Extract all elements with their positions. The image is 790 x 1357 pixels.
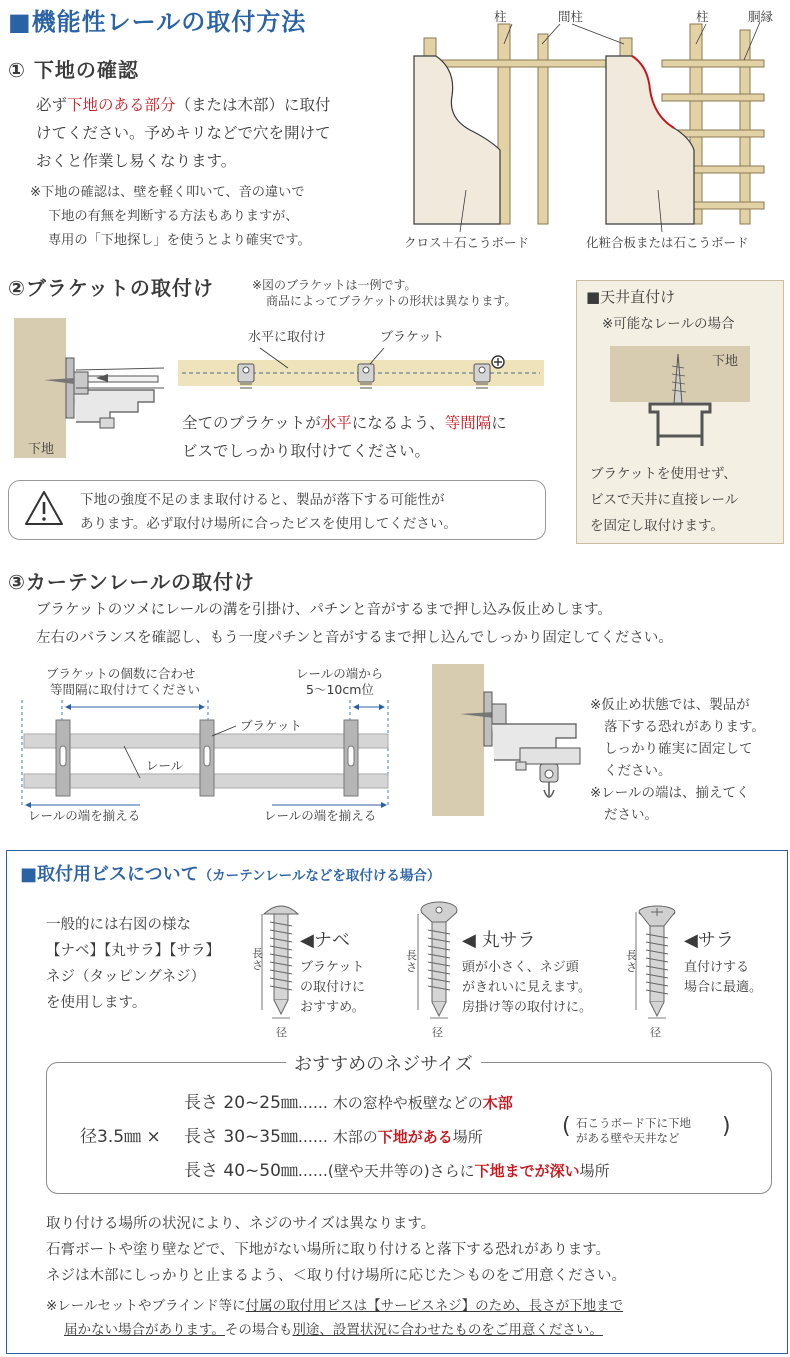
screw-heading-sub: （カーテンレールなどを取付ける場合） <box>198 868 441 884</box>
marusara-desc-3: 房掛け等の取付けに。 <box>462 1000 593 1015</box>
footer-note-line-1 <box>46 1294 623 1314</box>
size-row-1 <box>184 1088 513 1113</box>
ceiling-desc-line-2: ビスで天井に直接レール <box>590 492 739 508</box>
label-hashira-2: 柱 <box>696 9 709 24</box>
sara-desc-1: 直付けする <box>684 960 750 975</box>
size-row-1-length: 長さ 20~25㎜ <box>184 1093 298 1113</box>
s2-instruction-line-1 <box>182 408 507 438</box>
label-end-line-2: 5〜10cm位 <box>306 682 374 697</box>
size-row-3-desc-end: 場所 <box>579 1162 610 1180</box>
screw-heading <box>20 860 440 886</box>
label-align-right: レールの端を揃える <box>264 808 377 823</box>
s2-text: になるよう、 <box>351 414 445 432</box>
warning-icon <box>24 490 64 526</box>
s1-text: （または木部）に取付 <box>175 96 331 114</box>
s2-note-line-1: ※図のブラケットは一例です。 <box>252 278 417 292</box>
s1-note-line-2: 下地の有無を判断する方法もありますが、 <box>48 209 299 224</box>
ceiling-subtitle: ※可能なレールの場合 <box>602 316 735 332</box>
s2-emphasis-toukankaku: 等間隔 <box>444 414 492 432</box>
marusara-name: ◀ 丸サラ <box>462 930 536 951</box>
s3-note-line-6: ださい。 <box>604 807 658 823</box>
warning-line-1: 下地の強度不足のまま取付けると、製品が落下する可能性が <box>80 492 445 508</box>
s3-note-line-3: しっかり確実に固定して <box>604 741 753 757</box>
paren-close: ) <box>722 1114 731 1139</box>
label-end-line-1: レールの端から <box>296 666 384 681</box>
label-count-line-1: ブラケットの個数に合わせ <box>46 666 196 681</box>
size-row-3-emphasis: 下地までが深い <box>474 1162 580 1180</box>
marusara-desc-1: 頭が小さく、ネジ頭 <box>462 960 579 975</box>
s2-emphasis-suihei: 水平 <box>320 414 352 432</box>
nabe-length-label: 長さ <box>252 947 263 972</box>
s2-text: 全てのブラケットが <box>182 414 321 432</box>
page-title: ■機能性レールの取付方法 <box>8 8 307 36</box>
footer-note-text: ※レールセットやブラインド等に <box>46 1298 246 1314</box>
s2-text: に <box>491 414 507 432</box>
section-3-heading: ③カーテンレールの取付け <box>8 570 256 594</box>
marusara-length-label: 長さ <box>406 949 417 974</box>
size-row-3 <box>184 1156 610 1181</box>
wall-structure-diagram <box>400 0 790 262</box>
label-kesho-board: 化粧合板または石こうボード <box>586 235 749 250</box>
screw-intro-line-2: 【ナベ】【丸サラ】【サラ】 <box>46 943 220 959</box>
paren-open: ( <box>562 1114 571 1139</box>
ceiling-desc-line-3: を固定し取付けます。 <box>590 518 724 534</box>
screw-intro-line-1: 一般的には右図の様な <box>46 917 191 933</box>
s2-note-line-2: 商品によってブラケットの形状は異なります。 <box>266 294 517 308</box>
footer-line-1: 取り付ける場所の状況により、ネジのサイズは異なります。 <box>46 1216 436 1232</box>
sara-screw-icon <box>632 904 682 1024</box>
ceiling-heading: ■天井直付け <box>586 288 676 306</box>
bracket-label: ブラケット <box>380 330 445 345</box>
section-1-heading: ① 下地の確認 <box>8 58 139 82</box>
nabe-desc-2: の取付けに <box>300 980 366 995</box>
screw-intro-line-4: を使用します。 <box>46 995 147 1011</box>
ceiling-desc-line-1: ブラケットを使用せず、 <box>590 466 737 482</box>
marusara-screw-icon <box>414 900 464 1024</box>
footer-line-3: ネジは木部にしっかりと止まるよう、＜取り付け場所に応じた＞ものをご用意ください。 <box>46 1268 626 1284</box>
sara-length-label: 長さ <box>626 949 637 974</box>
footer-note-text: その場合も <box>224 1322 293 1338</box>
warning-line-2: あります。必ず取付け場所に合ったビスを使用してください。 <box>80 516 457 532</box>
footer-note-underlined: 届かない場合があります。 <box>64 1322 225 1338</box>
s3-paragraph-line-1: ブラケットのツメにレールの溝を引掛け、パチンと音がするまで押し込み仮止めします。 <box>36 602 612 618</box>
size-row-3-desc: ……(壁や天井等の)さらに <box>297 1162 475 1180</box>
nabe-diameter-label: 径 <box>276 1026 287 1039</box>
label-rail: レール <box>146 758 184 773</box>
suihei-label: 水平に取付け <box>248 330 327 345</box>
nabe-screw-icon <box>258 900 304 1024</box>
s2-shitaji-label: 下地 <box>28 442 55 457</box>
label-count-line-2: 等間隔に取付けてください <box>50 682 201 697</box>
nabe-name: ◀ナベ <box>300 930 350 951</box>
s3-note-line-2: 落下する恐れがあります。 <box>604 719 765 735</box>
s3-note-line-4: ください。 <box>604 763 672 779</box>
footer-line-2: 石膏ボートや塗り壁などで、下地がない場所に取り付けると落下する恐れがあります。 <box>46 1242 611 1258</box>
label-bracket: ブラケット <box>240 718 302 733</box>
nabe-desc-3: おすすめ。 <box>300 1000 365 1015</box>
rail-install-side-diagram <box>432 664 582 834</box>
sara-desc-2: 場合に最適。 <box>684 980 763 995</box>
s3-note-line-5: ※レールの端は、揃えてく <box>590 785 750 801</box>
marusara-desc-2: がきれいに見えます。 <box>462 980 591 995</box>
section-2-heading: ②ブラケットの取付け <box>8 276 214 300</box>
s1-paragraph-line-2: けてください。予めキリなどで穴を開けて <box>36 124 331 142</box>
size-row-2-note-1: 石こうボード下に下地 <box>576 1116 691 1130</box>
label-cloth-board: クロス＋石こうボード <box>404 235 530 250</box>
s1-note-line-3: 専用の「下地探し」を使うとより確実です。 <box>48 233 311 248</box>
footer-note-underlined: 付属の取付用ビスは【サービスネジ】のため、長さが下地まで <box>245 1298 624 1314</box>
footer-note-underlined: 別途、設置状況に合わせたものをご用意ください。 <box>292 1322 603 1338</box>
s1-emphasis: 下地のある部分 <box>67 96 176 114</box>
s1-text: 必ず <box>36 96 68 114</box>
ceiling-shitaji-label: 下地 <box>712 354 739 369</box>
screw-intro-line-3: ネジ（タッピングネジ） <box>46 969 206 985</box>
sara-diameter-label: 径 <box>650 1026 661 1039</box>
s2-instruction-line-2: ビスでしっかり取付けてください。 <box>182 442 431 460</box>
horizontal-bracket-strip <box>178 358 548 398</box>
s3-paragraph-line-2: 左右のバランスを確認し、もう一度パチンと音がするまで押し込んでしっかり固定してください。 <box>36 630 673 646</box>
screw-heading-main: ■取付用ビスについて <box>20 864 199 885</box>
s3-note-line-1: ※仮止め状態では、製品が <box>590 697 750 713</box>
sara-name: ◀サラ <box>684 930 734 951</box>
label-mabashira: 間柱 <box>558 9 584 24</box>
size-row-2-length: 長さ 30~35㎜ <box>184 1127 298 1147</box>
size-row-1-desc: …… 木の窓枠や板壁などの <box>297 1094 483 1112</box>
label-align-left: レールの端を揃える <box>28 808 141 823</box>
label-hashira-1: 柱 <box>494 9 507 24</box>
nabe-desc-1: ブラケット <box>300 960 365 975</box>
size-row-1-emphasis: 木部 <box>482 1094 513 1112</box>
bracket-drill-diagram <box>14 318 164 458</box>
s1-note-line-1: ※下地の確認は、壁を軽く叩いて、音の違いで <box>30 185 305 200</box>
size-row-2-desc-end: 場所 <box>452 1128 483 1146</box>
recommended-size-title: おすすめのネジサイズ <box>286 1050 481 1076</box>
footer-note-line-2 <box>64 1318 603 1338</box>
size-row-3-length: 長さ 40~50㎜ <box>184 1161 298 1181</box>
s1-paragraph-line-3: おくと作業し易くなります。 <box>36 152 237 170</box>
size-row-2-emphasis: 下地がある <box>377 1128 453 1146</box>
s1-paragraph-line-1 <box>36 90 331 120</box>
diameter-spec: 径3.5㎜ × <box>80 1127 161 1147</box>
size-row-2-note-2: がある壁や天井など <box>576 1131 680 1145</box>
marusara-diameter-label: 径 <box>432 1026 443 1039</box>
size-row-2 <box>184 1122 483 1147</box>
label-dobuchi: 胴縁 <box>748 9 774 24</box>
size-row-2-desc: …… 木部の <box>297 1128 378 1146</box>
